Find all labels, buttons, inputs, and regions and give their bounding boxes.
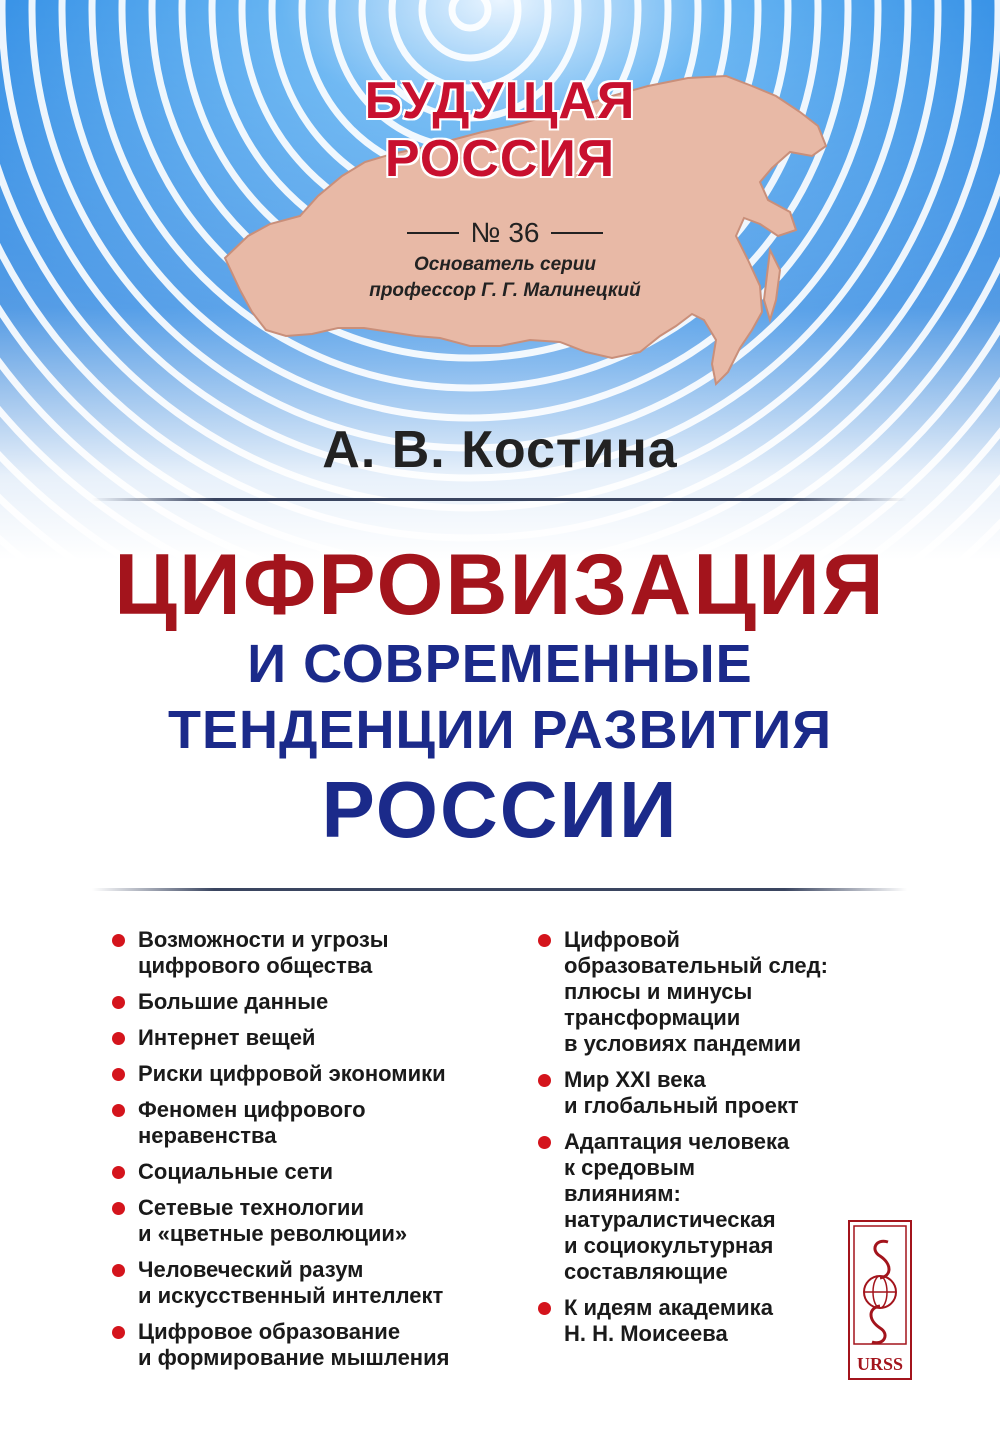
bullet-icon — [538, 934, 551, 947]
topic-text: Человеческий разум и искусственный интеллект — [138, 1257, 444, 1308]
topic-text: Интернет вещей — [138, 1025, 316, 1050]
series-number — [380, 218, 630, 248]
list-item — [108, 1061, 528, 1087]
list-item — [534, 1295, 834, 1347]
bullet-icon — [112, 1166, 125, 1179]
list-item — [108, 989, 528, 1015]
list-item — [108, 1195, 528, 1247]
topic-text: Мир XXI века и глобальный проект — [564, 1067, 799, 1118]
series-title-line2: РОССИЯ — [384, 130, 616, 188]
divider-right — [551, 232, 603, 234]
list-item — [108, 927, 528, 979]
bullet-icon — [538, 1074, 551, 1087]
bullet-icon — [112, 996, 125, 1009]
divider-top — [92, 498, 907, 501]
topics-list-right — [534, 927, 834, 1357]
publisher-logo-text: URSS — [856, 1354, 904, 1374]
topic-text: Цифровой образовательный след: плюсы и минусы трансформации в условиях пандемии — [564, 927, 828, 1056]
topic-text: Риски цифровой экономики — [138, 1061, 446, 1086]
topic-text: К идеям академика Н. Н. Моисеева — [564, 1295, 773, 1346]
founder-line2: профессор Г. Г. Малинецкий — [369, 280, 641, 301]
bullet-icon — [112, 1032, 125, 1045]
founder-line1: Основатель серии — [414, 254, 596, 275]
book-title-line1: ЦИФРОВИЗАЦИЯ — [114, 537, 886, 633]
list-item — [108, 1257, 528, 1309]
bullet-icon — [112, 1326, 125, 1339]
series-title-line1: БУДУЩАЯ — [364, 72, 636, 130]
series-title — [330, 72, 670, 188]
book-title-line4: РОССИИ — [321, 765, 679, 854]
list-item — [108, 1025, 528, 1051]
bullet-icon — [112, 1068, 125, 1081]
topic-text: Цифровое образование и формирование мышления — [138, 1319, 450, 1370]
list-item — [534, 927, 834, 1057]
bullet-icon — [112, 934, 125, 947]
topic-text: Феномен цифрового неравенства — [138, 1097, 366, 1148]
topic-text: Социальные сети — [138, 1159, 334, 1184]
divider-left — [407, 232, 459, 234]
list-item — [108, 1319, 528, 1371]
series-number-text: № 36 — [470, 217, 540, 248]
author-name: А. В. Костина — [322, 421, 678, 479]
topic-text: Возможности и угрозы цифрового общества — [138, 927, 389, 978]
bullet-icon — [112, 1202, 125, 1215]
list-item — [108, 1097, 528, 1149]
publisher-logo — [848, 1220, 912, 1380]
bullet-icon — [538, 1302, 551, 1315]
list-item — [534, 1067, 834, 1119]
topic-text: Большие данные — [138, 989, 329, 1014]
book-title-line2: И СОВРЕМЕННЫЕ — [247, 634, 753, 694]
list-item — [534, 1129, 834, 1285]
bullet-icon — [112, 1104, 125, 1117]
divider-bottom — [92, 888, 907, 891]
topic-text: Сетевые технологии и «цветные революции» — [138, 1195, 408, 1246]
list-item — [108, 1159, 528, 1185]
bullet-icon — [538, 1136, 551, 1149]
topic-text: Адаптация человека к средовым влияниям: натуралистическая и социокультурная составляющие — [564, 1129, 790, 1284]
bullet-icon — [112, 1264, 125, 1277]
book-title-line3: ТЕНДЕНЦИИ РАЗВИТИЯ — [167, 700, 833, 760]
series-founder — [330, 252, 680, 304]
topics-list-left — [108, 927, 528, 1381]
